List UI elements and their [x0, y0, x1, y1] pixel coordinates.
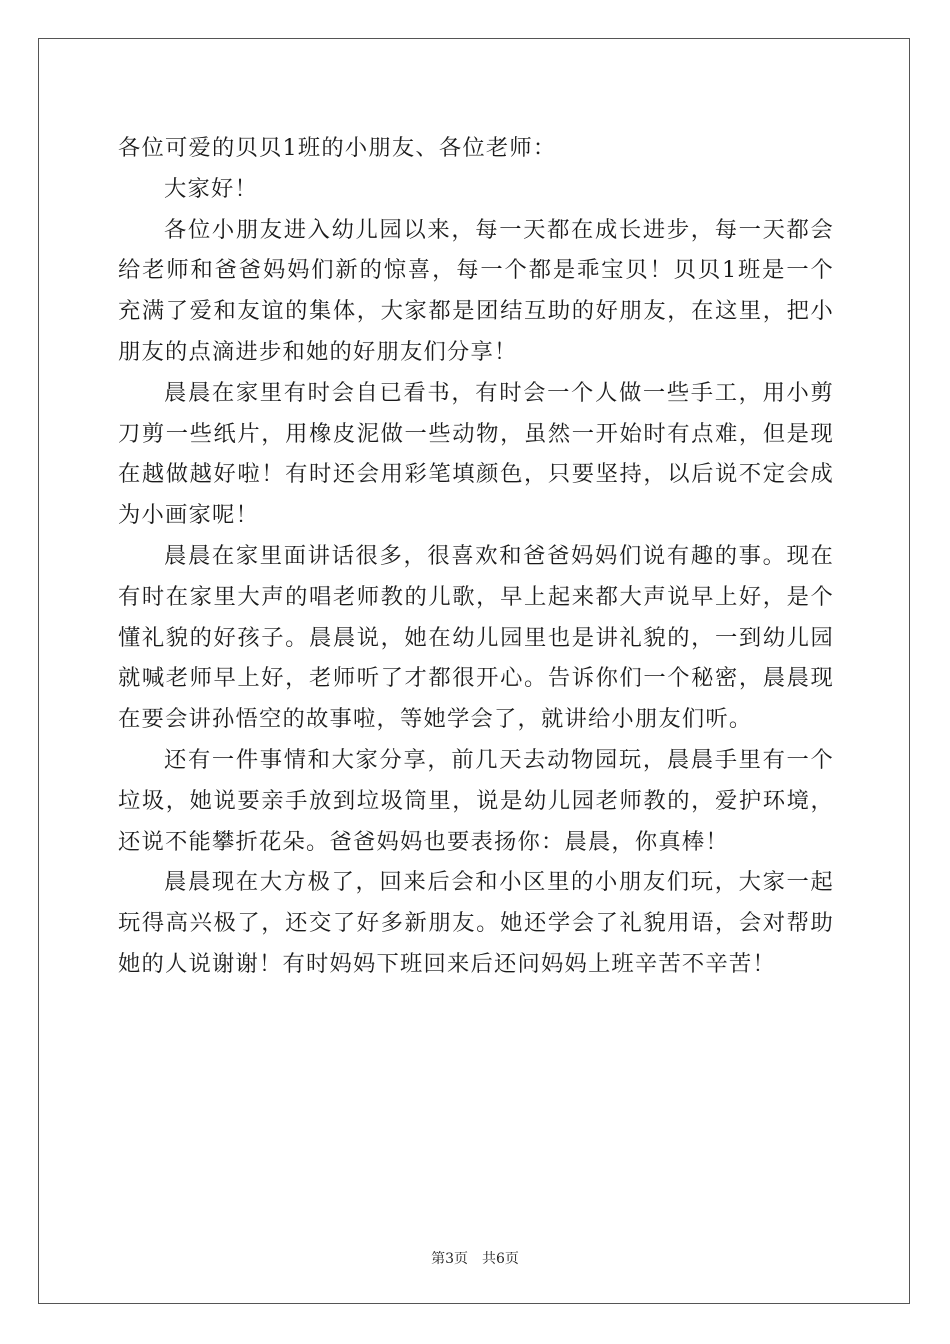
paragraph: 晨晨在家里有时会自已看书，有时会一个人做一些手工，用小剪刀剪一些纸片，用橡皮泥做一些动物，虽然一开始时有点难，但是现在越做越好啦！有时还会用彩笔填颜色，只要坚持，以后说不定会成为小画家呢！: [118, 379, 834, 529]
page-number-footer: 第3页 共6页: [431, 1251, 519, 1267]
salutation: 各位可爱的贝贝1班的小朋友、各位老师：: [118, 135, 557, 161]
document-body: [118, 128, 834, 985]
paragraph: 晨晨现在大方极了，回来后会和小区里的小朋友们玩，大家一起玩得高兴极了，还交了好多新朋友。她还学会了礼貌用语，会对帮助她的人说谢谢！有时妈妈下班回来后还问妈妈上班辛苦不辛苦！: [118, 869, 834, 977]
paragraph: 还有一件事情和大家分享，前几天去动物园玩，晨晨手里有一个垃圾，她说要亲手放到垃圾筒里，说是幼儿园老师教的，爱护环境，还说不能攀折花朵。爸爸妈妈也要表扬你：晨晨，你真棒！: [118, 746, 834, 855]
paragraph: 晨晨在家里面讲话很多，很喜欢和爸爸妈妈们说有趣的事。现在有时在家里大声的唱老师教的儿歌，早上起来都大声说早上好，是个懂礼貌的好孩子。晨晨说，她在幼儿园里也是讲礼貌的，一到幼儿园就喊老师早上好，老师听了才都很开心。告诉你们一个秘密，晨晨现在要会讲孙悟空的故事啦，等她学会了，就讲给小朋友们听。: [118, 542, 834, 733]
greeting: 大家好！: [164, 175, 258, 202]
paragraph: 各位小朋友进入幼儿园以来，每一天都在成长进步，每一天都会给老师和爸爸妈妈们新的惊喜，每一个都是乖宝贝！贝贝1班是一个充满了爱和友谊的集体，大家都是团结互助的好朋友，在这里，把小朋友的点滴进步和她的好朋友们分享！: [118, 216, 834, 365]
